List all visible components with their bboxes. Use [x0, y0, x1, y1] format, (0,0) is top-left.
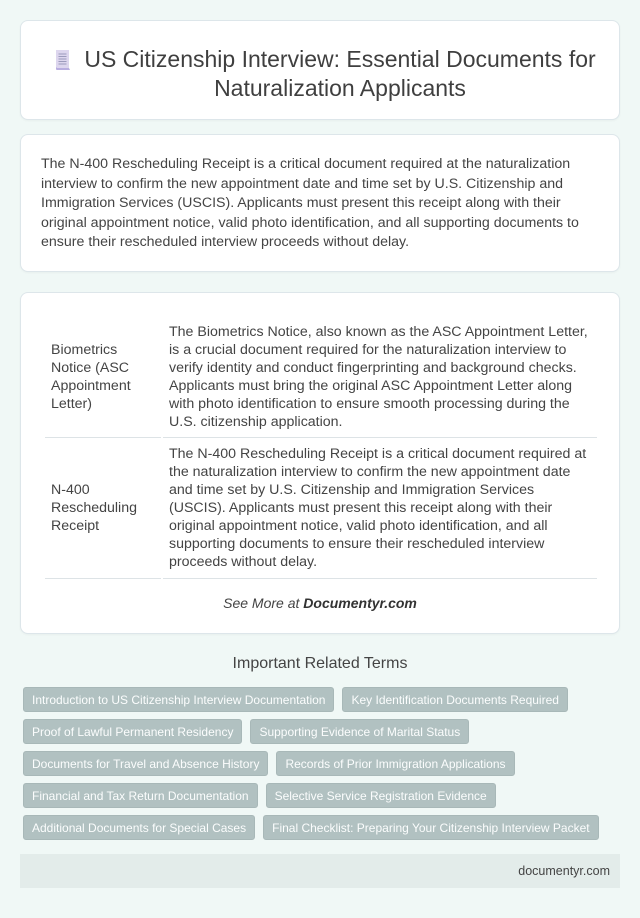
related-term-tag[interactable]: Proof of Lawful Permanent Residency: [23, 719, 242, 744]
related-term-tag[interactable]: Key Identification Documents Required: [342, 687, 567, 712]
documents-card: [20, 292, 620, 634]
intro-text: The N-400 Rescheduling Receipt is a critical document required at the naturalization interview to confirm the new appointment date and time set by U.S. Citizenship and Immigration Services (USCIS). Applicants must present this receipt along with their original appointment notice, valid photo identification, and all supporting documents to ensure their rescheduled interview proceeds without delay.: [41, 156, 579, 250]
related-term-tag[interactable]: Additional Documents for Special Cases: [23, 815, 255, 840]
see-more-link[interactable]: [21, 595, 619, 611]
related-terms-list: [23, 687, 623, 847]
documents-table: [43, 315, 599, 579]
tag-row: [23, 815, 623, 840]
document-term: N-400 Rescheduling Receipt: [45, 438, 161, 579]
tag-row: [23, 751, 623, 776]
tag-row: [23, 687, 623, 712]
see-more-prefix: See More at: [223, 595, 300, 611]
related-term-tag[interactable]: Supporting Evidence of Marital Status: [250, 719, 469, 744]
table-row: [45, 438, 597, 579]
page-title: US Citizenship Interview: Essential Documents for Naturalization Applicants: [84, 46, 596, 101]
document-term: Biometrics Notice (ASC Appointment Letter): [45, 315, 161, 438]
table-row: [45, 315, 597, 438]
intro-card: [20, 134, 620, 272]
related-term-tag[interactable]: Records of Prior Immigration Applications: [276, 751, 514, 776]
footer-site-link[interactable]: documentyr.com: [518, 864, 610, 878]
document-description: The N-400 Rescheduling Receipt is a critical document required at the naturalization interview to confirm the new appointment date and time set by U.S. Citizenship and Immigration Services (USCIS). Applicants must present this receipt along with their original appointment notice, valid photo identification, and all supporting documents to ensure their rescheduled interview proceeds without delay.: [163, 438, 597, 579]
related-term-tag[interactable]: Introduction to US Citizenship Interview Documentation: [23, 687, 334, 712]
related-terms-title: Important Related Terms: [232, 655, 408, 672]
related-term-tag[interactable]: Selective Service Registration Evidence: [266, 783, 496, 808]
see-more-site[interactable]: Documentyr.com: [303, 595, 417, 611]
related-term-tag[interactable]: Documents for Travel and Absence History: [23, 751, 268, 776]
header-card: [20, 20, 620, 120]
document-description: The Biometrics Notice, also known as the ASC Appointment Letter, is a crucial document required for the naturalization interview to verify identity and conduct fingerprinting and background checks. Applicants must bring the original ASC Appointment Letter along with photo identification to ensure smooth processing during the U.S. citizenship application.: [163, 315, 597, 438]
related-term-tag[interactable]: Financial and Tax Return Documentation: [23, 783, 258, 808]
tag-row: [23, 719, 623, 744]
footer: [20, 854, 620, 888]
related-term-tag[interactable]: Final Checklist: Preparing Your Citizenship Interview Packet: [263, 815, 598, 840]
tag-row: [23, 783, 623, 808]
